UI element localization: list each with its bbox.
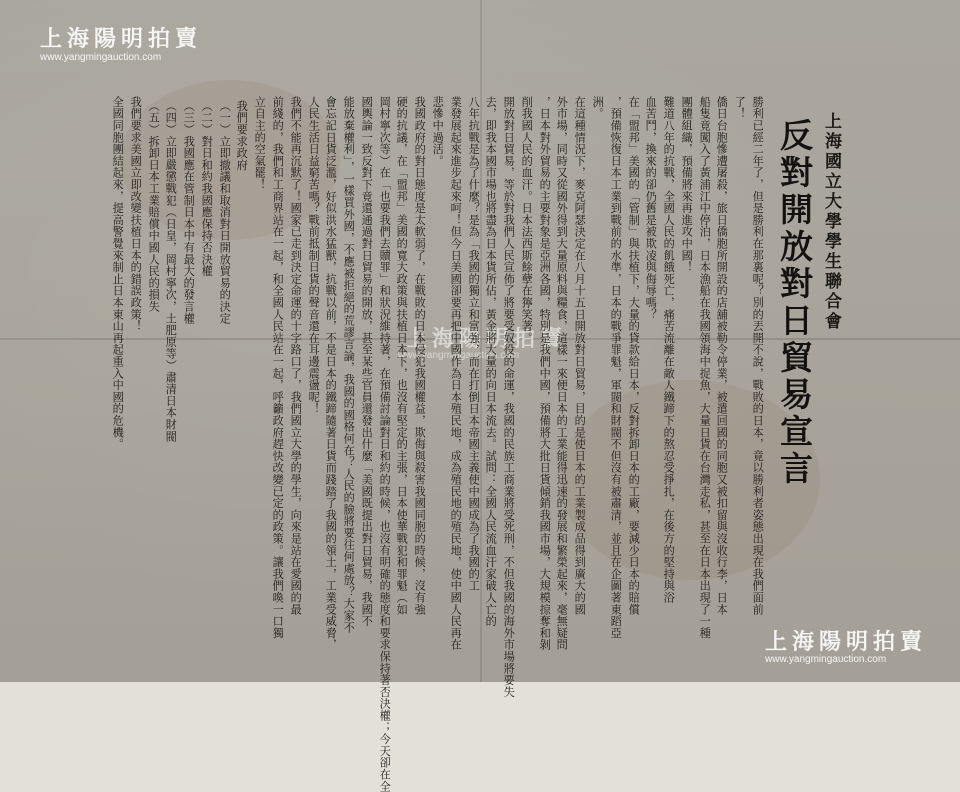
text-column: 了！	[733, 96, 747, 120]
text-column: 業發展起來進步起來呵！但今日美國卻要再把中國作為日本殖民地，成為殖民地的殖民地，使中國人民再在	[449, 96, 463, 651]
text-column: 僑日台胞慘遭屠殺，旅日僑胞所開設的店舖被勒令停業，被遣回國的同胞又被扣留與沒收行李，日本	[715, 96, 729, 616]
text-column: 八年抗戰是為了什麼？是為「我國的獨立和富強，而在打倒日本帝國主義使中國成為了我國的工	[467, 96, 481, 592]
text-column: 在「盟邦」美國的「管制」與扶植下，大量的貸款給日本，反對拆卸日本的工廠，要減少日本的賠償	[627, 96, 641, 616]
text-column: 全國同胞團結起來，提高警覺來制止日本東山再起重入中國的危機。	[111, 96, 125, 450]
text-column: （五）拆卸日本工業賠償中國人民的損失	[147, 100, 161, 313]
watermark-url-center: www.yangmingauction.com	[398, 350, 520, 361]
watermark-url-bottom: www.yangmingauction.com	[765, 654, 887, 665]
text-column: 外市場，同時又從國外得到大量原料與糧食，這樣一來便日本的工業能得迅速的發展和繁榮起來，毫無疑問	[555, 96, 569, 651]
text-column: 硬的抗議，在「盟邦」美國的寬大政策與扶植日本下，也沒有堅定的主張，日本使華戰犯和罪魁（如	[395, 96, 409, 616]
text-column: 難道八年的抗戰，全國人民的飢餓死亡，痛苦流離在敵人鐵蹄下的熬忍受掙扎，在後方的堅持與浴	[662, 96, 676, 604]
watermark-logo-bottom: 上海陽明拍賣	[765, 629, 928, 655]
text-column: 我們要求美國立即改變扶植日本的錯誤政策！	[129, 96, 143, 332]
text-column: 能放棄權利」，一樣買外國，不應被拒絕的荒謬言論，我國的國格何在？人民的臉將要往何處放？大家不	[342, 96, 356, 634]
text-column: 我們要求政府	[235, 100, 249, 171]
text-column: （二）對日和約我國應保持否決權	[200, 100, 214, 277]
text-column: 血苦鬥，換來的卻仍舊是被欺凌與侮辱嗎？	[644, 96, 658, 321]
text-column: 在這種情況下，麥克阿瑟決定在八月十五日開放對日貿易，目的是使日本的工業製成品得到廣大的國	[573, 96, 587, 616]
text-column: 悲慘中過活。	[431, 96, 445, 167]
text-column: 削我國人民的血汗。日本法西斯餘孽在獰笑著。	[520, 96, 534, 344]
text-column: 前綫的，我們和工商界站在一起，和全國人民站在一起，呼籲政府趕快改變已定的政策。讓我們喚一口獨	[271, 96, 285, 639]
text-column: ，預備恢復日本工業到戰前的水準，日本的戰爭罪魁，軍閥和財閥不但沒有被肅清，並且在企圖著東蹈亞	[609, 96, 623, 639]
watermark-logo: 上海陽明拍賣	[40, 26, 203, 52]
text-column: 船隻竟闖入了黃浦江中停泊，日本漁船在我國領海中捉魚，大量日貨在台灣走私，甚至在日本出現了一種	[698, 96, 712, 639]
watermark-logo-center: 上海陽明拍賣	[405, 326, 568, 352]
text-column: 我們不能再沉默了！國家已走到決定命運的十字路口了，我們國立大學的學生，向來是站在愛國的最	[289, 96, 303, 616]
text-column: 洲。	[591, 96, 605, 120]
text-column: 我國政府的對日態度是太軟弱了，在戰敗的日本侵犯我國權益，欺侮與殺害我國同胞的時候，沒有強	[413, 96, 427, 616]
document-title: 反對開放對日貿易宣言	[775, 118, 814, 488]
text-column: 團體組織，預備將來再進攻中國！	[680, 96, 694, 273]
text-column: 人民生活日益窮苦嗎？戰前抵制日貨的聲音還在耳邊震盪呢！	[307, 96, 321, 415]
text-column: （三）我國應在管制日本中有最大的發言權	[182, 100, 196, 325]
text-column: （一）立即撤議和取消對日開放貿易的決定	[218, 100, 232, 325]
text-column: 開放對日貿易，等於對我們人民宣佈了將要受奴役的命運，我國的民族工商業將受死刑，不但我國的海外市場將要失	[502, 96, 516, 698]
text-column: 會忘記日貨泛濫，好似洪水猛獸，抗戰以前，不是日本的鐵蹄隨著日貨而踐踏了我國的領土，工業受威脅，	[324, 96, 338, 651]
text-column: 勝利已經二年了，但是勝利在那裏呢？別的丟開不說，戰敗的日本，竟以勝利者姿態出現在我們面前	[751, 96, 765, 616]
text-column: 岡村寧次等）在「也要我們去贖罪」和狀況維持著，在預備討論對日和約的時候，也沒有明確的態度和要求保持著否決權；今天卻在全	[378, 96, 392, 792]
organization-name: 上海國立大學學生聯合會	[821, 112, 841, 332]
text-column: （四）立即嚴懲戰犯（日皇，岡村寧次，土肥原等）肅清日本財閥	[164, 100, 178, 443]
text-column: 立自主的空氣罷！	[253, 96, 267, 191]
text-column: ，日本對外貿易的主要對象是亞洲各國，特別是我們中國，預備將大批日貨傾銷我國市場，大規模掠奪和剝	[538, 96, 552, 651]
text-column: 國輿論一致反對下竟還通過對日貿易的開放，甚至某些官員還發出什麼「美國既提出對日貿易，我國不	[360, 96, 374, 627]
watermark-url: www.yangmingauction.com	[40, 52, 162, 63]
text-column: 去，即我本國市場也將盡為日本貨所佔，黃金將大量的向日本流去。試問：全國人民流血汗家破人亡的	[484, 96, 498, 627]
